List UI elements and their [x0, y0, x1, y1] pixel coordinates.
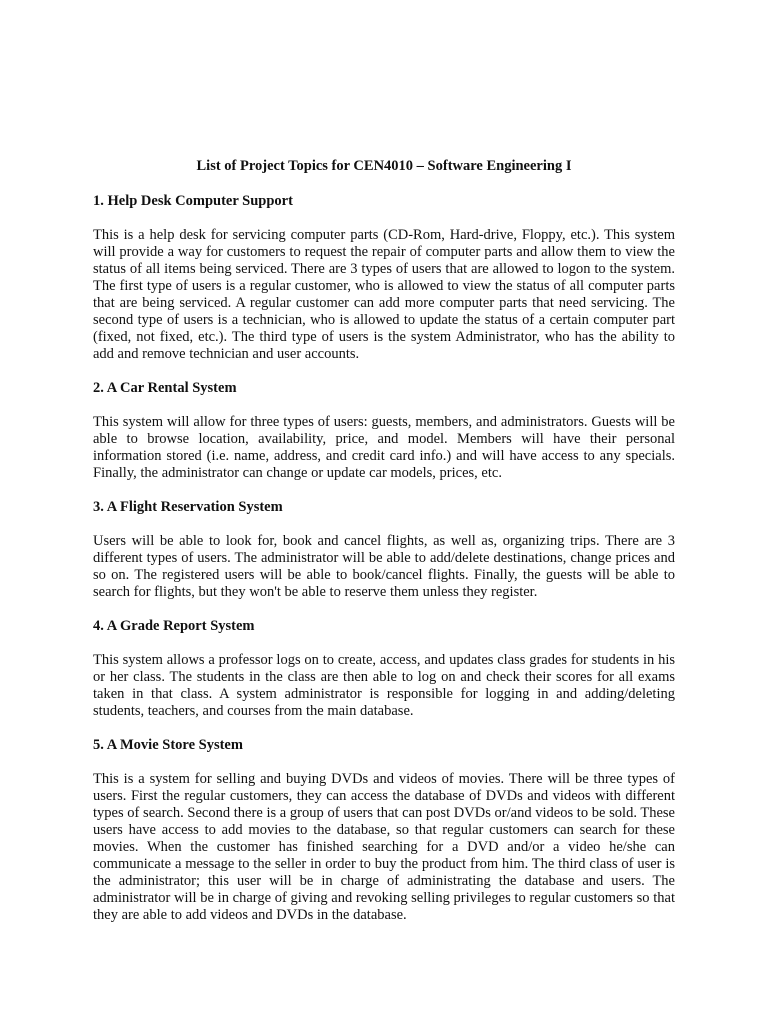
section-heading: 5. A Movie Store System: [93, 737, 243, 753]
section-body: This is a help desk for servicing computer parts (CD-Rom, Hard-drive, Floppy, etc.). This system will provide a way for customers to request the repair of computer parts and allow them to view the status of all items being serviced. There are 3 types of users that are allowed to logon to the system. The first type of users is a regular customer, who is allowed to view the status of all computer parts that are being serviced. A regular customer can add more computer parts that need servicing. The second type of users is a technician, who is allowed to update the status of a certain computer part (fixed, not fixed, etc.). The third type of users is the system Administrator, who has the ability to add and remove technician and user accounts.: [93, 227, 675, 362]
section-heading: 1. Help Desk Computer Support: [93, 193, 293, 209]
section-body: This system will allow for three types of users: guests, members, and administrators. Guests will be able to browse location, availability, price, and model. Members will have their personal information stored (i.e. name, address, and credit card info.) and will have access to any specials. Finally, the administrator can change or update car models, prices, etc.: [93, 414, 675, 481]
section-body: This is a system for selling and buying DVDs and videos of movies. There will be three types of users. First the regular customers, they can access the database of DVDs and videos with different types of search. Second there is a group of users that can post DVDs or/and videos to be sold. These users have access to add movies to the database, so that regular customers can search for these movies. When the customer has finished searching for a DVD and/or a video he/she can communicate a message to the seller in order to buy the product from him. The third class of user is the administrator; this user will be in charge of administrating the database and users. The administrator will be in charge of giving and revoking selling privileges to regular customers so that they are able to add videos and DVDs in the database.: [93, 771, 675, 923]
document-title: List of Project Topics for CEN4010 – Software Engineering I: [196, 158, 572, 174]
section-movie-store: [93, 737, 675, 924]
section-heading: 2. A Car Rental System: [93, 380, 237, 396]
section-help-desk: [93, 193, 675, 363]
section-heading: 3. A Flight Reservation System: [93, 499, 283, 515]
section-car-rental: [93, 380, 675, 482]
section-grade-report: [93, 618, 675, 720]
section-body: Users will be able to look for, book and cancel flights, as well as, organizing trips. There are 3 different types of users. The administrator will be able to add/delete destinations, change prices and so on. The registered users will be able to book/cancel flights. Finally, the guests will be able to search for flights, but they won't be able to reserve them unless they register.: [93, 533, 675, 600]
section-heading: 4. A Grade Report System: [93, 618, 255, 634]
section-body: This system allows a professor logs on to create, access, and updates class grades for students in his or her class. The students in the class are then able to log on and check their scores for all exams taken in that class. A system administrator is responsible for logging in and adding/deleting students, teachers, and courses from the main database.: [93, 652, 675, 719]
section-flight-reservation: [93, 499, 675, 601]
